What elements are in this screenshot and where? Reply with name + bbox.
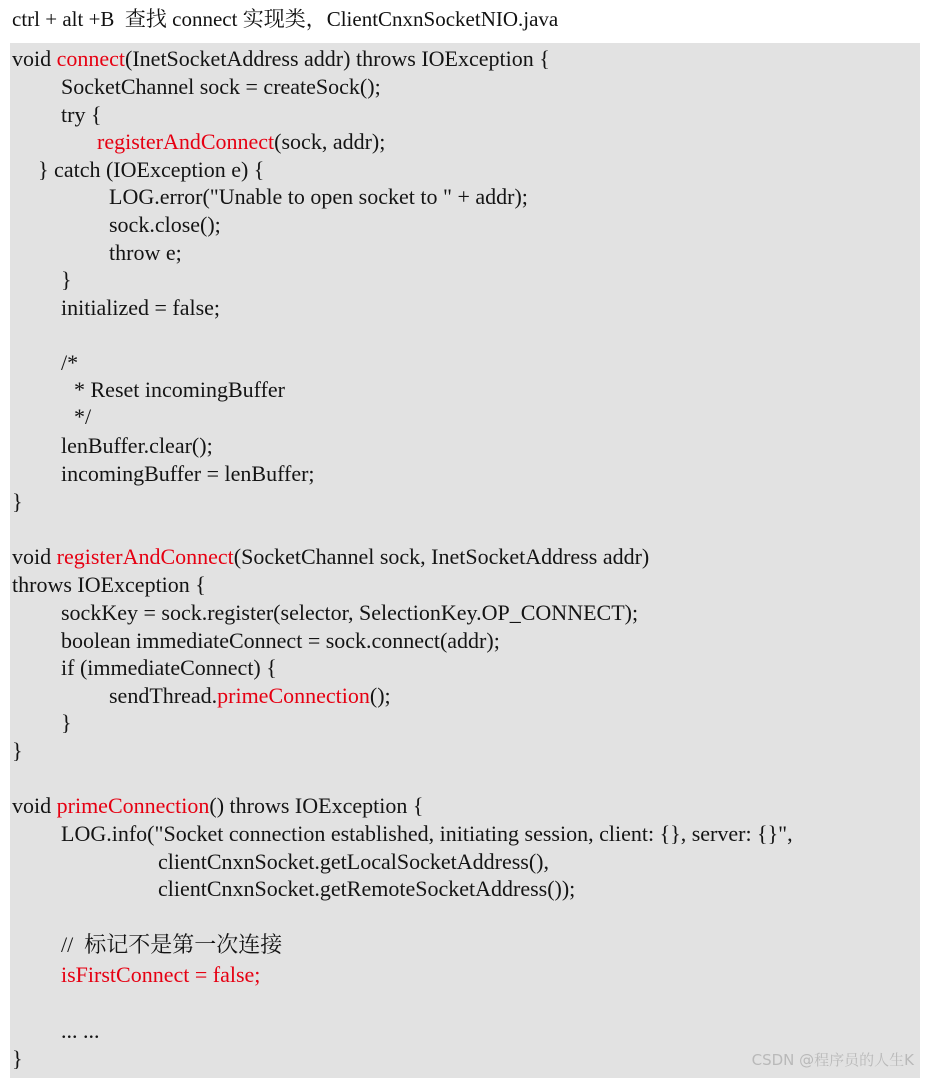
code-text: initialized = false; [61, 295, 221, 320]
code-text: throw e; [109, 240, 182, 265]
code-line [12, 543, 649, 571]
code-line [12, 45, 550, 73]
code-text: } [12, 1046, 23, 1071]
code-line [12, 737, 23, 765]
code-text: sendThread. [109, 683, 218, 708]
code-line [61, 627, 500, 655]
code-text: (sock, addr); [274, 129, 386, 154]
code-text: void [12, 46, 57, 71]
code-line [109, 211, 221, 239]
page-heading: ctrl + alt +B 查找 connect 实现类，ClientCnxnSocketNIO.java [12, 7, 559, 31]
highlighted-identifier: isFirstConnect = false; [61, 962, 261, 987]
highlighted-identifier: primeConnection [217, 683, 370, 708]
code-text: SocketChannel sock = createSock(); [61, 74, 381, 99]
code-line [158, 875, 575, 903]
code-block [10, 43, 920, 1078]
code-text: (InetSocketAddress addr) throws IOException { [125, 46, 550, 71]
code-line [74, 403, 91, 431]
code-line [12, 488, 23, 516]
code-text: void [12, 544, 57, 569]
code-line [61, 266, 72, 294]
code-text: } [61, 710, 72, 735]
code-line [61, 101, 102, 129]
highlighted-identifier: primeConnection [56, 793, 210, 818]
highlighted-identifier: connect [56, 46, 126, 71]
code-line [61, 931, 282, 959]
code-line [38, 156, 264, 184]
code-text: } [12, 738, 23, 763]
code-text: sockKey = sock.register(selector, SelectionKey.OP_CONNECT); [61, 600, 639, 625]
code-line [61, 1017, 100, 1045]
code-line [61, 599, 638, 627]
code-line [97, 128, 385, 156]
code-text: try { [61, 102, 102, 127]
code-text: sock.close(); [109, 212, 221, 237]
code-text: */ [74, 404, 92, 429]
highlighted-identifier: registerAndConnect [56, 544, 234, 569]
code-text: clientCnxnSocket.getRemoteSocketAddress()); [158, 876, 576, 901]
code-text: (); [369, 683, 391, 708]
code-text: ... ... [61, 1018, 100, 1043]
code-line [12, 1045, 23, 1073]
code-line [109, 682, 391, 710]
code-line [74, 376, 285, 404]
code-text: } [61, 267, 72, 292]
highlighted-identifier: registerAndConnect [97, 129, 275, 154]
code-text: LOG.error("Unable to open socket to " + addr); [109, 184, 528, 209]
code-text: () throws IOException { [209, 793, 424, 818]
code-text: LOG.info("Socket connection established, initiating session, client: {}, server: {}", [61, 821, 793, 846]
code-text: void [12, 793, 57, 818]
code-text: if (immediateConnect) { [61, 655, 277, 680]
code-text: lenBuffer.clear(); [61, 433, 213, 458]
code-line [12, 571, 206, 599]
code-line [61, 294, 220, 322]
code-text: * Reset incomingBuffer [74, 377, 285, 402]
code-text: boolean immediateConnect = sock.connect(addr); [61, 628, 500, 653]
code-line [61, 73, 381, 101]
code-line [61, 709, 72, 737]
code-line [158, 848, 549, 876]
code-text: (SocketChannel sock, InetSocketAddress addr) [233, 544, 650, 569]
code-text: } [12, 489, 23, 514]
code-line [61, 349, 78, 377]
code-line [12, 792, 423, 820]
code-line [61, 654, 277, 682]
code-text: } catch (IOException e) { [38, 157, 265, 182]
code-line [61, 820, 793, 848]
code-text: clientCnxnSocket.getLocalSocketAddress(), [158, 849, 550, 874]
code-line [109, 183, 528, 211]
code-line [61, 460, 315, 488]
code-text: throws IOException { [12, 572, 206, 597]
code-text: /* [61, 350, 79, 375]
code-text: // 标记不是第一次连接 [61, 932, 283, 957]
code-line [109, 239, 182, 267]
code-text: incomingBuffer = lenBuffer; [61, 461, 315, 486]
csdn-watermark: CSDN @程序员的人生K [751, 1051, 914, 1069]
code-line [61, 961, 260, 989]
code-line [61, 432, 213, 460]
